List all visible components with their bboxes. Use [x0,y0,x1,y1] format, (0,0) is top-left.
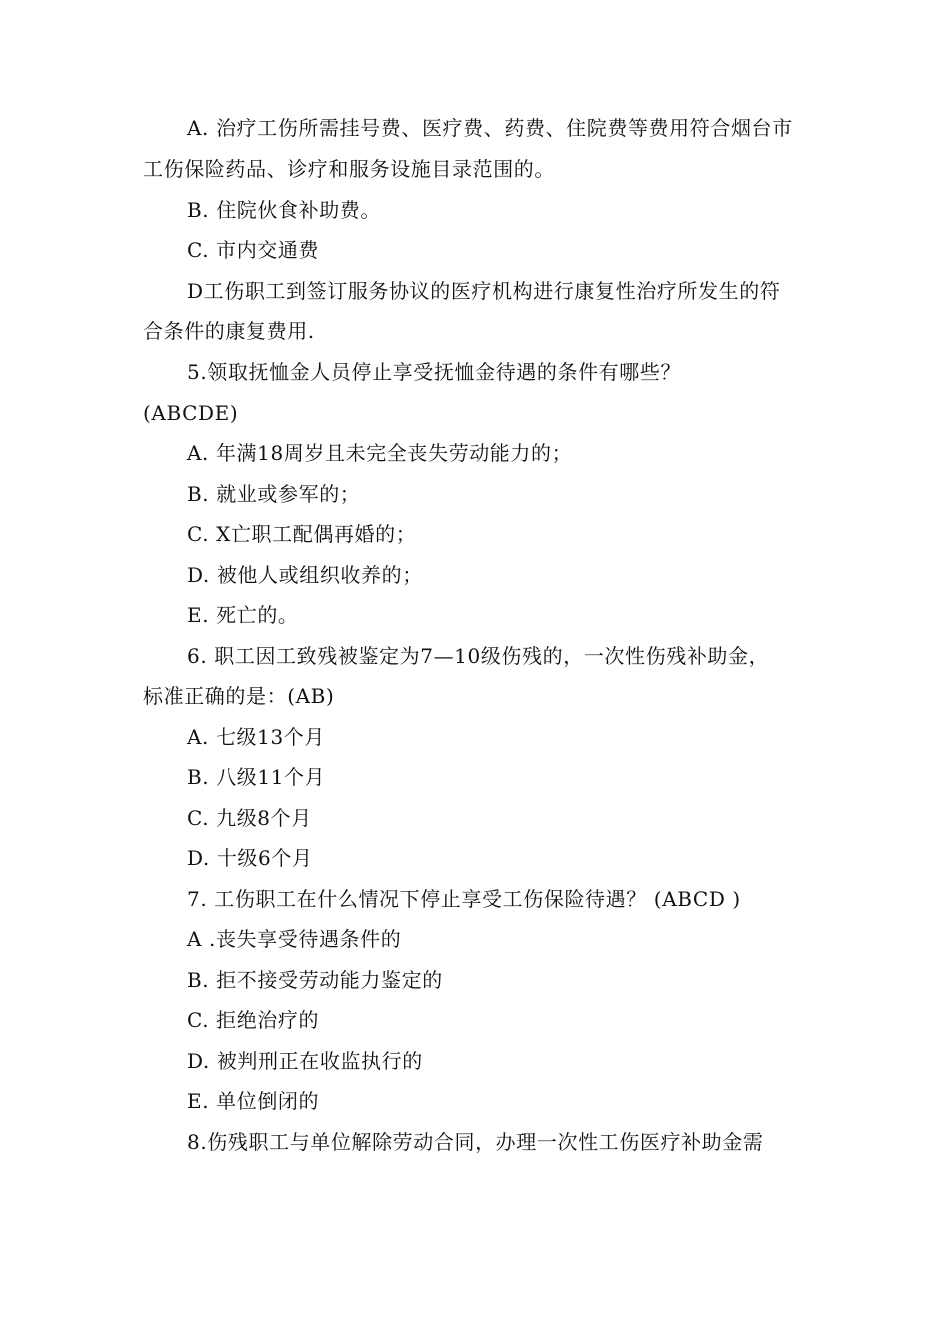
option-line: C. 九级8个月 [187,806,312,830]
option-line: B. 拒不接受劳动能力鉴定的 [187,968,443,992]
text-line: 合条件的康复费用. [143,319,315,343]
option-line: E. 单位倒闭的 [187,1089,320,1113]
question-line: 5.领取抚恤金人员停止享受抚恤金待遇的条件有哪些？ [187,360,682,384]
option-line: A. 七级13个月 [187,725,326,749]
option-line: B. 就业或参军的； [187,482,361,506]
option-line: A .丧失享受待遇条件的 [187,927,402,951]
option-line: D. 被他人或组织收养的； [187,563,423,587]
text-line: 工伤保险药品、诊疗和服务设施目录范围的。 [143,157,555,181]
text-line: 标准正确的是：(AB) [143,684,335,708]
option-line: C. X亡职工配偶再婚的； [187,522,417,546]
option-line: C. 拒绝治疗的 [187,1008,320,1032]
question-line: 8.伤残职工与单位解除劳动合同，办理一次性工伤医疗补助金需 [187,1130,764,1154]
option-line: E. 死亡的。 [187,603,299,627]
option-line: D. 被判刑正在收监执行的 [187,1049,423,1073]
question-line: 6. 职工因工致残被鉴定为7—10级伤残的，一次性伤残补助金， [187,644,770,668]
text-line: B. 住院伙食补助费。 [187,198,382,222]
answer-key: (ABCDE) [143,401,239,425]
option-line: A. 年满18周岁且未完全丧失劳动能力的； [187,441,573,465]
text-line: C. 市内交通费 [187,238,320,262]
text-line: A. 治疗工伤所需挂号费、医疗费、药费、住院费等费用符合烟台市 [187,116,793,140]
question-line: 7. 工伤职工在什么情况下停止享受工伤保险待遇？ (ABCD ) [187,887,741,911]
option-line: D. 十级6个月 [187,846,313,870]
option-line: B. 八级11个月 [187,765,326,789]
text-line: D工伤职工到签订服务协议的医疗机构进行康复性治疗所发生的符 [187,279,781,303]
